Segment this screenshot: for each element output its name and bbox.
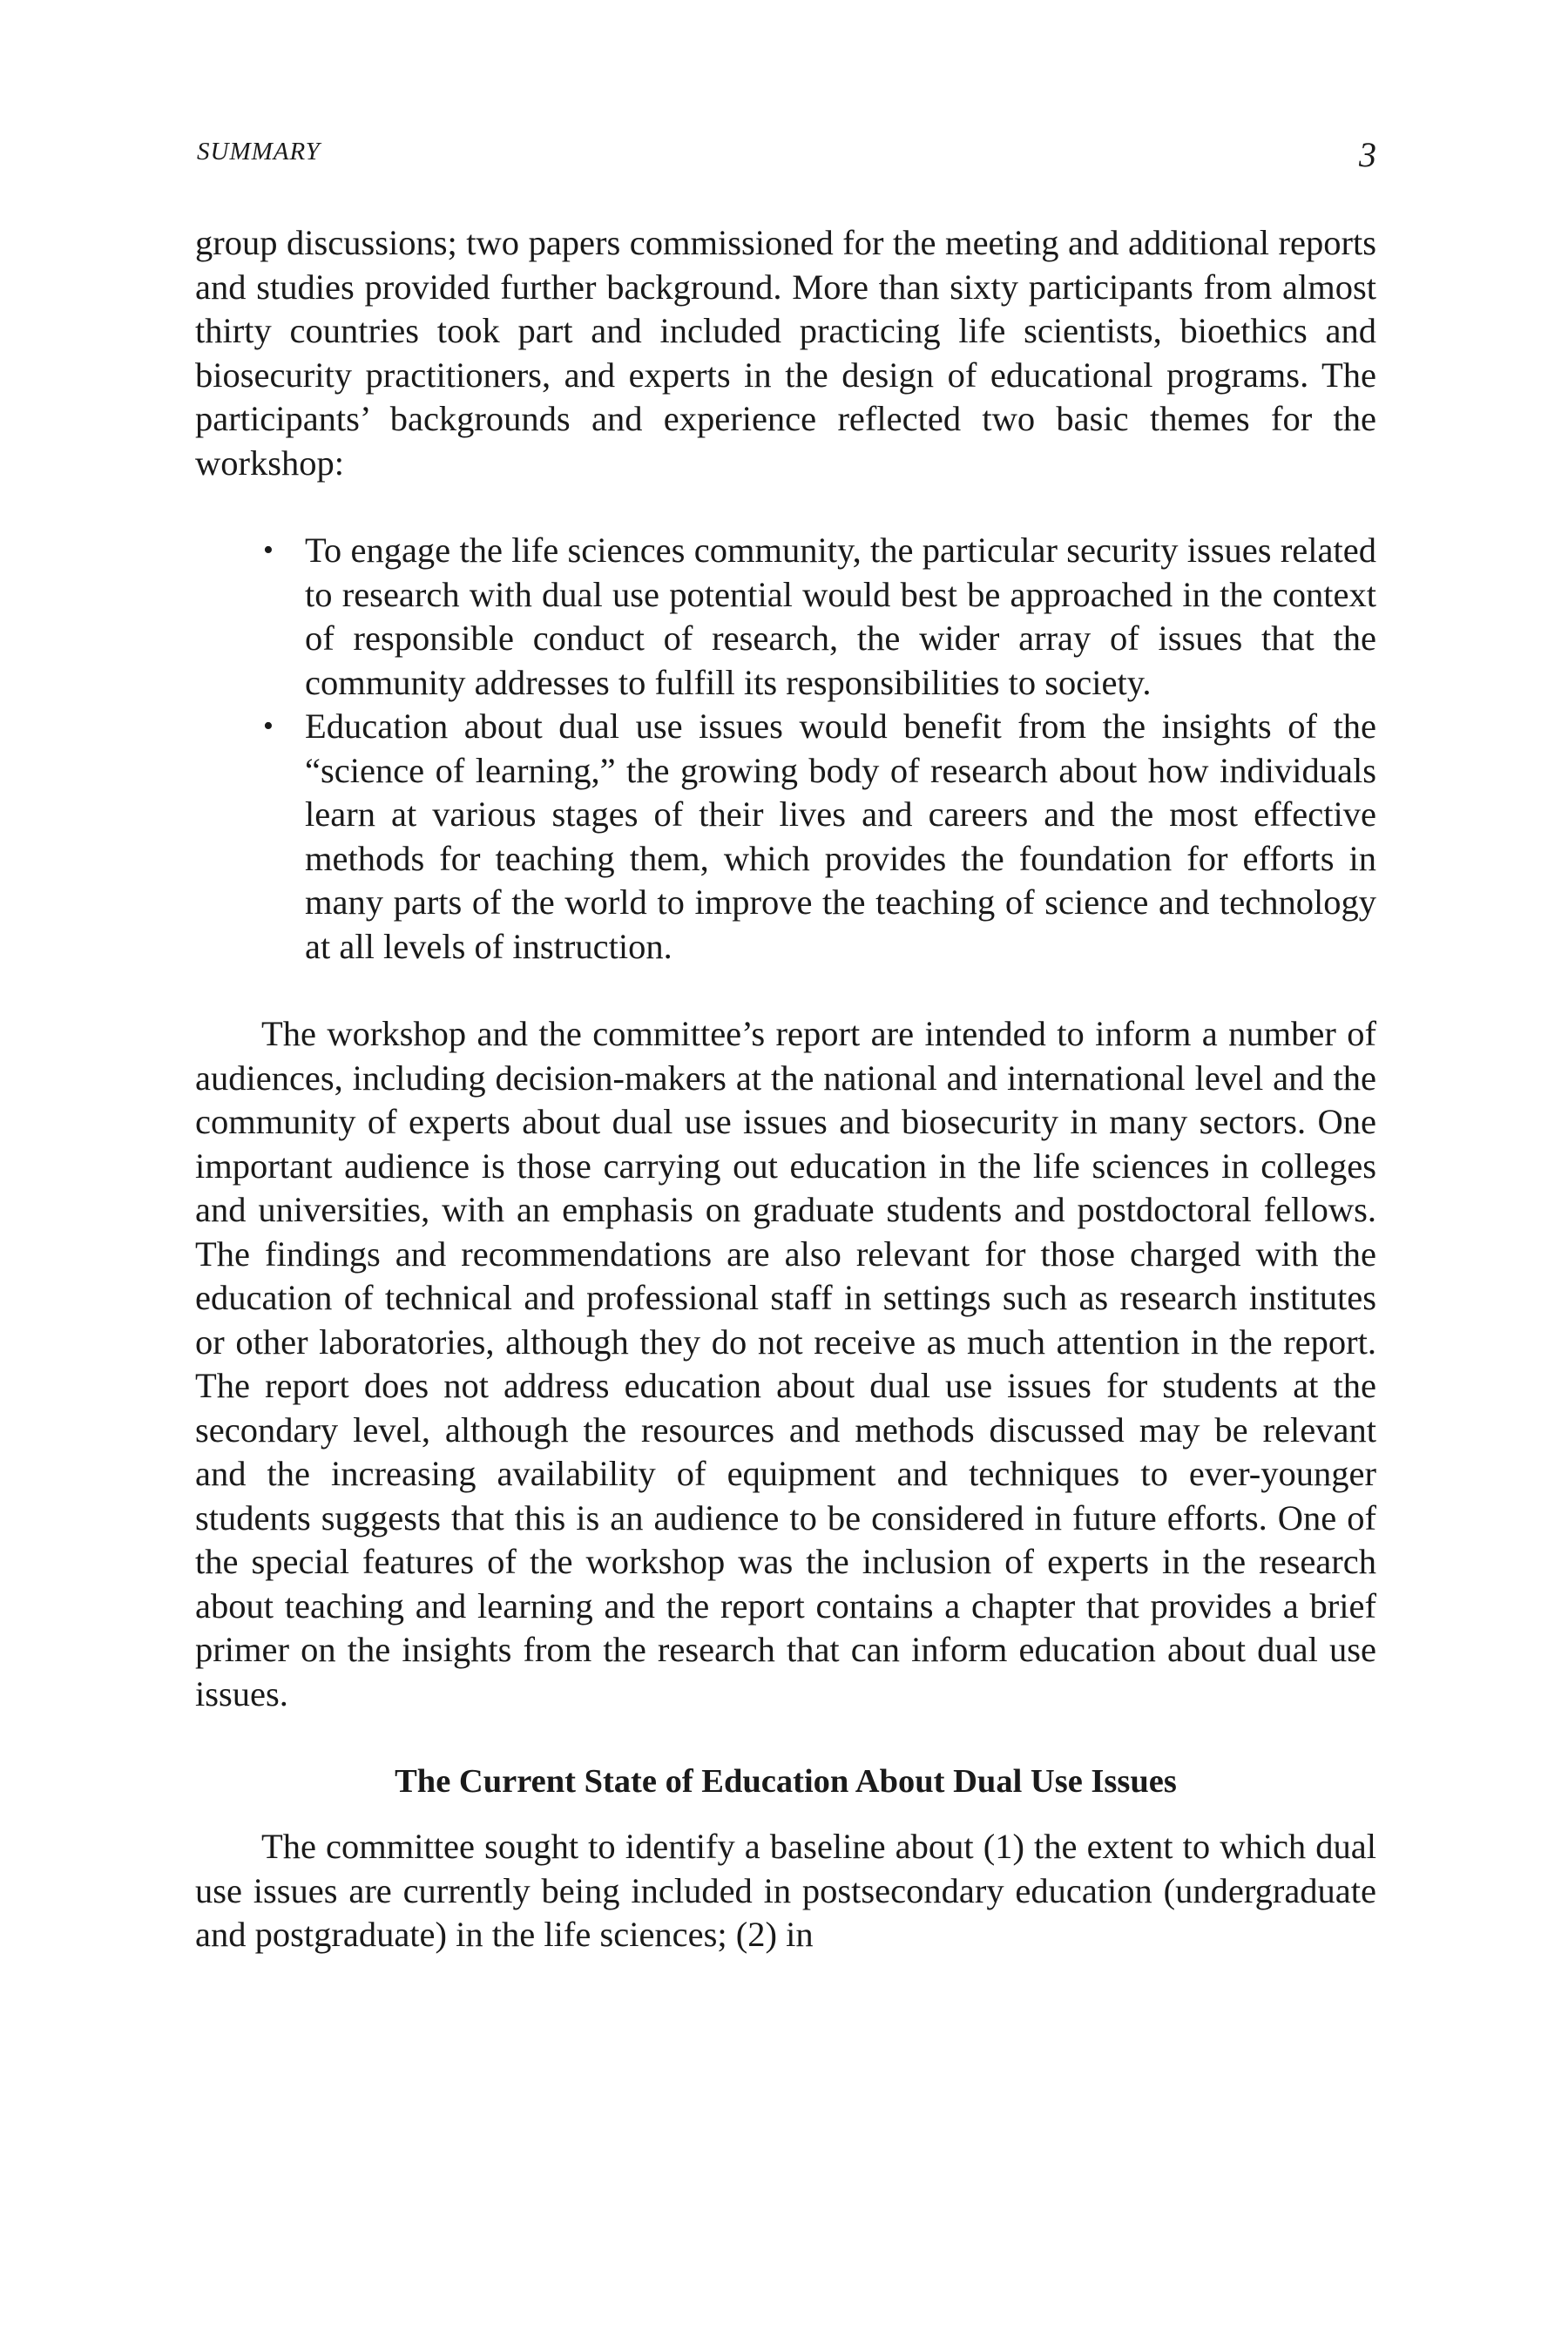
section-paragraph: The committee sought to identify a baseline about (1) the extent to which dual use issues are currently being included in postsecondary education (undergraduate and postgraduate) in the life sciences; (2) in: [195, 1827, 1376, 1954]
page-number: 3: [1359, 135, 1376, 174]
audience-paragraph: The workshop and the committee’s report are intended to inform a number of audiences, including decision-makers at the national and international level and the community of experts about dual use issues and biosecurity in many sectors. One important audience is those carrying out education in the life sciences in colleges and universities, with an emphasis on graduate students and postdoctoral fellows. The findings and recommendations are also relevant for those charged with the education of technical and professional staff in settings such as research institutes or other laboratories, although they do not receive as much attention in the report. The report does not address education about dual use issues for students at the secondary level, although the resources and methods discussed may be relevant and the increasing availability of equipment and techniques to ever-younger students suggests that this is an audience to be considered in future efforts. One of the special features of the workshop was the inclusion of experts in the research about teaching and learning and the report contains a chapter that provides a brief primer on the insights from the research that can inform education about dual use issues.: [195, 1014, 1376, 1713]
bullet-icon: •: [263, 710, 274, 742]
body-text: [195, 221, 1376, 1957]
bullet-text: To engage the life sciences community, the particular security issues related to research with dual use potential would best be approached in the context of responsible conduct of research, the wider array of issues that the community addresses to fulfill its responsibilities to society.: [305, 531, 1376, 702]
bullet-item: [263, 705, 1376, 969]
intro-paragraph: group discussions; two papers commissioned for the meeting and additional reports and studies provided further background. More than sixty participants from almost thirty countries took part and included practicing life scientists, bioethics and biosecurity practitioners, and experts in the design of educational programs. The participants’ backgrounds and experience reflected two basic themes for the workshop:: [195, 223, 1376, 483]
bullet-text: Education about dual use issues would benefit from the insights of the “science of learning,” the growing body of research about how individuals learn at various stages of their lives and careers and the most effective methods for teaching them, which provides the foundation for efforts in many parts of the world to improve the teaching of science and technology at all levels of instruction.: [305, 706, 1376, 966]
bullet-item: [263, 529, 1376, 705]
running-title: SUMMARY: [197, 138, 321, 166]
bullet-list: [195, 529, 1376, 969]
running-head: [195, 135, 1376, 176]
bullet-icon: •: [263, 534, 274, 566]
section-heading: The Current State of Education About Dual Use Issues: [395, 1763, 1177, 1800]
